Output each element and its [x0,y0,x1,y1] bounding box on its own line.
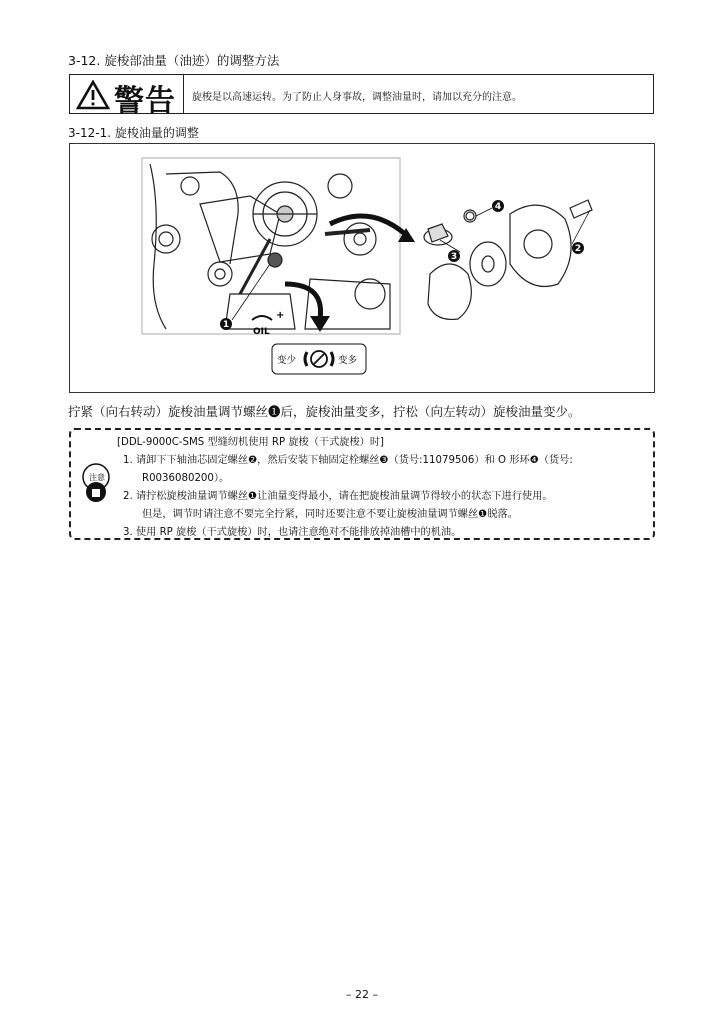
caution-line-2b: 但是，调节时请注意不要完全拧紧，同时还要注意不要让旋梭油量调节螺丝❶脱落。 [142,509,518,520]
warning-word: 警告 [114,84,176,119]
svg-text:注: 注 [89,473,97,482]
caution-line-1b: R0036080200）。 [142,473,230,484]
page-number: – 22 – [346,988,378,1001]
caution-line-1: 1. 请卸下下轴油芯固定螺丝❷，然后安装下轴固定栓螺丝❸（货号:11079506）和 O 形环❹（货号: [123,455,573,466]
caution-icon [78,463,114,507]
caution-line-2: 2. 请拧松旋梭油量调节螺丝❶让油量变得最小，请在把旋梭油量调节得较小的状态下进行使用。 [123,491,553,502]
figure-box [69,143,655,393]
caution-line-3: 3. 使用 RP 旋梭（干式旋梭）时，也请注意绝对不能排放掉油槽中的机油。 [123,527,462,538]
section-title: 3-12. 旋梭部油量（油迹）的调整方法 [68,53,280,68]
more-label: 变多 [338,355,358,366]
warning-logo [70,75,184,119]
caution-box [69,428,655,540]
sewing-machine-hook-illustration [70,144,654,392]
svg-text:+: + [276,310,285,321]
subsection-title: 3-12-1. 旋梭油量的调整 [68,126,199,140]
warning-text: 旋梭是以高速运转。为了防止人身事故，调整油量时，请加以充分的注意。 [192,92,522,103]
warning-box [69,74,654,119]
oil-label: OIL [253,327,270,337]
warning-triangle-icon [76,80,110,110]
callout-2: 2 [574,244,582,254]
less-label: 变少 [277,355,297,366]
callout-1: 1 [222,320,230,330]
caution-header: [DDL-9000C-SMS 型缝纫机使用 RP 旋梭（干式旋梭）时] [117,437,384,448]
svg-text:意: 意 [97,473,105,482]
description-text: 拧紧（向右转动）旋梭油量调节螺丝❶后，旋梭油量变多，拧松（向左转动）旋梭油量变少。 [68,404,581,419]
callout-4: 4 [494,202,502,212]
callout-3: 3 [450,252,458,262]
